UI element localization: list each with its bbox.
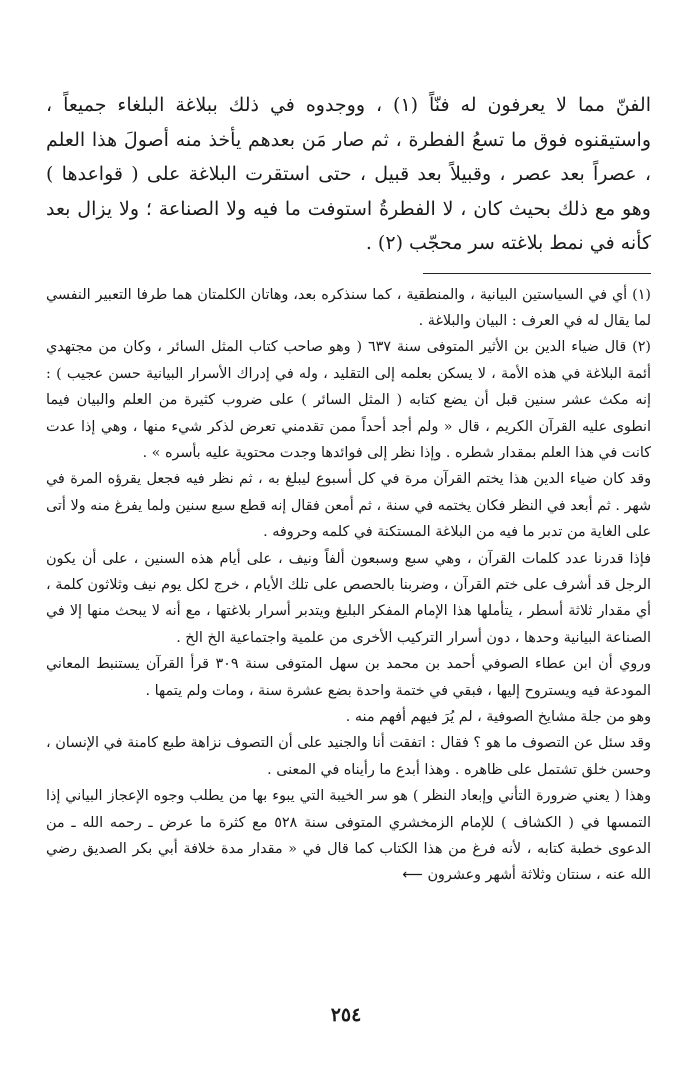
main-text-block bbox=[46, 88, 651, 261]
page-number: ٢٥٤ bbox=[330, 1004, 362, 1026]
footnote-2: (٢) قال ضياء الدين بن الأثير المتوفى سنة ٦٣٧ ( وهو صاحب كتاب المثل السائر ، وكان من مجتهدي أئمة البلاغة في هذه الأمة ، لا يسكن بعلمه إلى التقليد ، وله في إدراك الأسرار البيانية حسن عجيب ) : إنه مكث عشر سنين قبل أن يضع كتابه ( المثل السائر ) على ضروب كثيرة من العلم والبيان فيما انطوى عليه القرآن الكريم ، قال « ولم أجد أحداً ممن تقدمني تعرض لذكر شيء منها ، وهي إذا عدت كانت في هذا العلم بمقدار شطره . وإذا نظر إلى فوائدها وجدت محتوية عليه بأسره » . bbox=[46, 339, 651, 461]
continuation-arrow-icon: ⟵ bbox=[402, 867, 423, 884]
footnote-para-6 bbox=[46, 783, 651, 889]
footnote-para-4: وهو من جلة مشايخ الصوفية ، لم يُرَ فيهم أفهم منه . bbox=[345, 709, 651, 725]
page-content bbox=[46, 88, 651, 1048]
footnote-para-5: وقد سئل عن التصوف ما هو ؟ فقال : اتفقت أنا والجنيد على أن التصوف نزاهة طبع كامنة في الإنسان ، وحسن خلق تشتمل على ظاهره . وهذا أبدع ما رأيناه في المعنى . bbox=[46, 735, 651, 778]
footnote-separator bbox=[46, 273, 651, 274]
main-paragraph: الفنّ مما لا يعرفون له فنّاً (١) ، ووجدوه في ذلك ببلاغة البلغاء جميعاً ، واستيقنوه فوق ما تسعُ الفطرة ، ثم صار مَن بعدهم يأخذ منه أصولَ هذا العلم ، عصراً بعد عصر ، وقبيلاً بعد قبيل ، حتى استقرت البلاغة على ( قواعدها ) وهو مع ذلك بحيث كان ، لا الفطرةُ استوفت ما فيه ولا الصناعة ؛ ولا يزال بعد كأنه في نمط بلاغته سر محجّب (٢) . bbox=[46, 94, 651, 254]
footnote-1: (١) أي في السياستين البيانية ، والمنطقية ، كما سنذكره بعد، وهاتان الكلمتان هما طرفا التعبير النفسي لما يقال له في العرف : البيان والبلاغة . bbox=[46, 286, 651, 329]
footnote-para-3: وروي أن ابن عطاء الصوفي أحمد بن محمد بن سهل المتوفى سنة ٣٠٩ قرأ القرآن يستنبط المعاني المودعة فيه ويستروح إليها ، فبقي في ختمة واحدة بضع عشرة سنة ، ومات ولم يتمها . bbox=[46, 656, 651, 699]
footnotes-block bbox=[46, 282, 651, 889]
separator-line bbox=[423, 273, 651, 274]
footnote-para-1: وقد كان ضياء الدين هذا يختم القرآن مرة في كل أسبوع ليبلغ به ، ثم نظر فيه فجعل يقرؤه المرة في شهر . ثم أبعد في النظر فكان يختمه في سنة ، ثم أمعن فقال إنه قطع سبع سنين ولما يفرغ منه ولا أتى على الغاية من تدبر ما فيه من البلاغة المستكنة في كلمه وحروفه . bbox=[46, 471, 651, 541]
footnote-para-6-text: وهذا ( يعني ضرورة التأني وإبعاد النظر ) هو سر الخيبة التي يبوء بها من يطلب وجوه الإعجاز البياني إذا التمسها في ( الكشاف ) للإمام الزمخشري المتوفى سنة ٥٢٨ مع كثرة ما عرض ـ رحمه الله ـ من الدعوى خطبة كتابه ، لأنه فرغ من هذا الكتاب كما قال في « مقدار مدة خلافة أبي بكر الصديق رضي الله عنه ، سنتان وثلاثة أشهر وعشرون bbox=[46, 788, 652, 884]
footnote-para-2: فإذا قدرنا عدد كلمات القرآن ، وهي سبع وسبعون ألفاً ونيف ، على أيام هذه السنين ، على أن يكون الرجل قد أشرف على ختم القرآن ، وضربنا بالحصص على تلك الأيام ، خرج لكل يوم نيف وثلاثون كلمة ، أي مقدار ثلاثة أسطر ، يتأملها هذا الإمام المفكر البليغ ويتدبر أسرار بلاغتها ، مع أنه لا يبحث منها إلا في الصناعة البيانية وحدها ، دون أسرار التركيب الأخرى من علمية واجتماعية الخ الخ . bbox=[46, 550, 651, 646]
